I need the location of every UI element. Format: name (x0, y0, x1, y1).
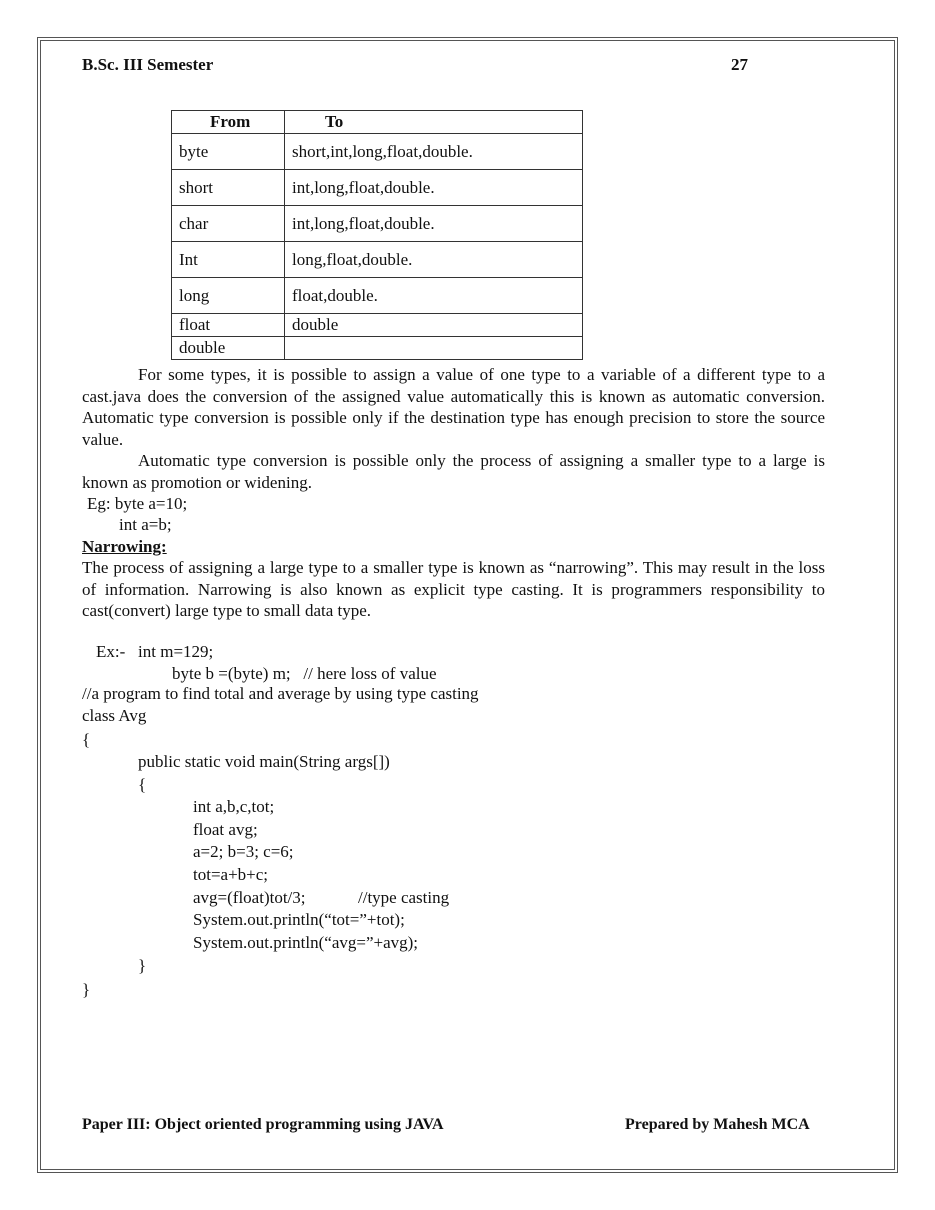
table-cell-from: char (172, 206, 285, 242)
table-cell-from: long (172, 278, 285, 314)
table-row (172, 206, 583, 242)
narrowing-example-2: byte b =(byte) m; // here loss of value (172, 664, 437, 683)
table-row (172, 242, 583, 278)
paragraph-widening: Automatic type conversion is possible only the process of assigning a smaller type to a large is known as promotion or widening. (82, 451, 825, 492)
code-line: System.out.println(“tot=”+tot); (193, 910, 405, 929)
table-cell-to: int,long,float,double. (285, 206, 583, 242)
example-int: int a=b; (119, 515, 172, 534)
table-row (172, 134, 583, 170)
narrowing-example-1: Ex:- int m=129; (96, 642, 214, 661)
header-course: B.Sc. III Semester (82, 55, 214, 74)
table-cell-to: short,int,long,float,double. (285, 134, 583, 170)
code-class-declaration: class Avg (82, 706, 147, 725)
code-line: System.out.println(“avg=”+avg); (193, 933, 419, 952)
table-cell-from: float (172, 314, 285, 337)
code-comment: //a program to find total and average by using type casting (82, 684, 479, 703)
table-cell-to: int,long,float,double. (285, 170, 583, 206)
paragraph-narrowing: The process of assigning a large type to a smaller type is known as “narrowing”. This may result in the loss of information. Narrowing is also known as explicit type casting. It is programmers responsibility to cast(convert) large type to small data type. (82, 558, 825, 620)
example-byte: Eg: byte a=10; (87, 494, 188, 513)
footer-author: Prepared by Mahesh MCA (625, 1116, 810, 1133)
table-cell-to: float,double. (285, 278, 583, 314)
table-header-from: From (172, 111, 285, 134)
table-header-to: To (285, 111, 583, 134)
table-row (172, 314, 583, 337)
conversion-table (171, 110, 583, 360)
table-cell-from: Int (172, 242, 285, 278)
code-main-declaration: public static void main(String args[]) (138, 752, 390, 771)
code-line: a=2; b=3; c=6; (193, 842, 294, 861)
table-cell-to: double (285, 314, 583, 337)
code-line: avg=(float)tot/3; (193, 888, 306, 907)
code-close-brace: } (82, 980, 91, 999)
code-line: tot=a+b+c; (193, 865, 269, 884)
code-open-brace: { (82, 730, 91, 749)
narrowing-heading: Narrowing: (82, 537, 167, 556)
table-cell-to (285, 337, 583, 360)
header-page-number: 27 (731, 55, 748, 74)
code-line: float avg; (193, 820, 258, 839)
table-cell-to: long,float,double. (285, 242, 583, 278)
footer-paper-title: Paper III: Object oriented programming using JAVA (82, 1116, 444, 1133)
code-main-close-brace: } (138, 956, 147, 975)
table-row (172, 170, 583, 206)
table-cell-from: double (172, 337, 285, 360)
table-row (172, 337, 583, 360)
table-cell-from: short (172, 170, 285, 206)
table-cell-from: byte (172, 134, 285, 170)
code-inline-comment: //type casting (358, 888, 450, 907)
table-row (172, 278, 583, 314)
paragraph-automatic-conversion: For some types, it is possible to assign a value of one type to a variable of a different type to a cast.java does the conversion of the assigned value automatically this is known as automatic conversion. Automatic type conversion is possible only if the destination type has enough precision to store the source value. (82, 365, 825, 449)
code-main-open-brace: { (138, 775, 147, 794)
code-line: int a,b,c,tot; (193, 797, 275, 816)
